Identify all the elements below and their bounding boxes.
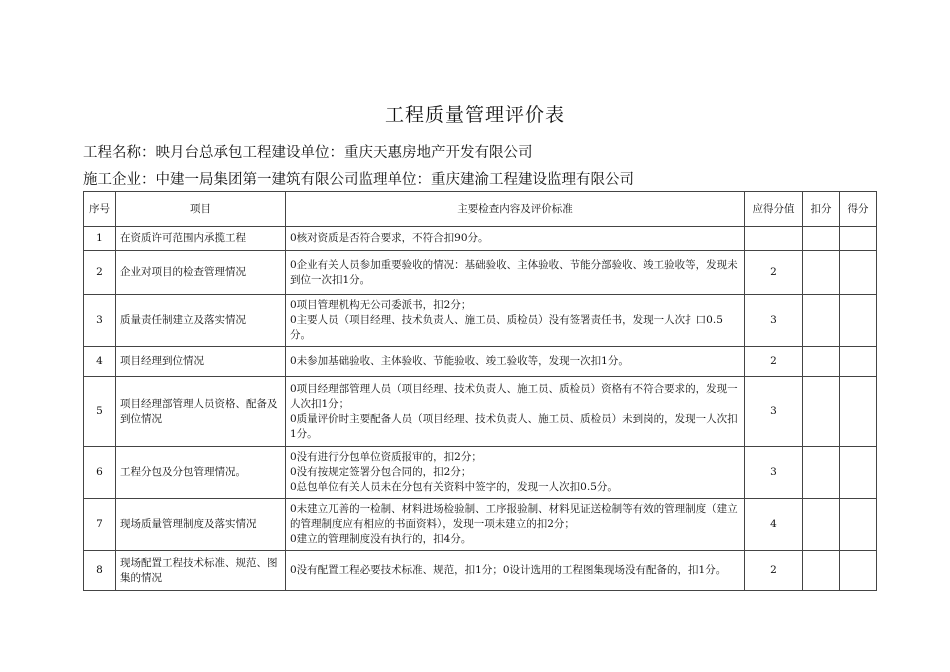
row-criteria <box>286 251 745 295</box>
header-got: 得分 <box>840 192 877 227</box>
row-got <box>840 295 877 347</box>
row-item: 在资质许可范围内承揽工程 <box>116 227 286 251</box>
criteria-line: 0建立的管理制度没有执行的，扣4分。 <box>290 533 472 545</box>
row-deduct <box>803 251 840 295</box>
criteria-line: 0没有配置工程必要技术标准、规范，扣1分；0设计选用的工程图集现场没有配备的，扣1分。 <box>290 564 727 576</box>
criteria-line: 0企业有关人员参加重要验收的情况：基础验收、主体验收、节能分部验收、竣工验收等，发现未到位一次扣1分。 <box>290 258 738 286</box>
row-no: 2 <box>84 251 116 295</box>
row-criteria <box>286 551 745 591</box>
criteria-line: 0项目管理机构无公司委派书，扣2分； <box>290 299 472 311</box>
row-deduct <box>803 295 840 347</box>
row-deduct <box>803 227 840 251</box>
row-got <box>840 551 877 591</box>
row-no: 5 <box>84 377 116 447</box>
row-got <box>840 377 877 447</box>
criteria-line: 0没有进行分包单位资质报审的，扣2分； <box>290 451 482 463</box>
evaluation-table <box>83 191 877 591</box>
row-score: 2 <box>745 347 803 377</box>
table-row <box>84 499 877 551</box>
table-row <box>84 295 877 347</box>
criteria-line: 0核对资质是否符合要求，不符合扣90分。 <box>290 232 489 244</box>
row-criteria <box>286 377 745 447</box>
row-item: 项目经理部管理人员资格、配备及到位情况 <box>116 377 286 447</box>
row-no: 3 <box>84 295 116 347</box>
table-row <box>84 551 877 591</box>
row-criteria <box>286 295 745 347</box>
header-item: 项目 <box>116 192 286 227</box>
row-got <box>840 251 877 295</box>
row-no: 6 <box>84 447 116 499</box>
row-deduct <box>803 551 840 591</box>
row-criteria <box>286 447 745 499</box>
criteria-line: 0没有按规定签署分包合同的，扣2分； <box>290 466 472 478</box>
row-score: 3 <box>745 295 803 347</box>
row-criteria <box>286 499 745 551</box>
page-title: 工程质量管理评价表 <box>384 104 565 126</box>
row-no: 8 <box>84 551 116 591</box>
row-item: 现场质量管理制度及落实情况 <box>116 499 286 551</box>
row-score <box>745 227 803 251</box>
row-score: 3 <box>745 377 803 447</box>
table-row <box>84 251 877 295</box>
row-score: 4 <box>745 499 803 551</box>
row-item: 企业对项目的检查管理情况 <box>116 251 286 295</box>
header-criteria: 主要检查内容及评价标准 <box>286 192 745 227</box>
criteria-line: 0总包单位有关人员未在分包有关资料中签字的，发现一人次扣0.5分。 <box>290 481 618 493</box>
header-no: 序号 <box>84 192 116 227</box>
criteria-line: 0质量评价时主要配备人员（项目经理、技术负责人、施工员、质检员）未到岗的，发现一人次扣1分。 <box>290 412 738 440</box>
row-no: 4 <box>84 347 116 377</box>
row-item: 现场配置工程技术标准、规范、图集的情况 <box>116 551 286 591</box>
criteria-line: 0未建立兀善的一检制、材料进场检验制、工序报验制、材料见证送检制等有效的管理制度（建立的管理制度应有相应的书面资料），发现一项未建立的扣2分； <box>290 503 738 530</box>
row-deduct <box>803 447 840 499</box>
row-criteria <box>286 347 745 377</box>
table-row <box>84 447 877 499</box>
row-got <box>840 347 877 377</box>
table-row <box>84 347 877 377</box>
row-no: 7 <box>84 499 116 551</box>
table-row <box>84 227 877 251</box>
project-info-line: 工程名称：映月台总承包工程建设单位：重庆天惠房地产开发有限公司 <box>83 145 533 161</box>
contractor-info-line: 施工企业：中建一局集团第一建筑有限公司监理单位：重庆建渝工程建设监理有限公司 <box>83 172 634 188</box>
row-got <box>840 227 877 251</box>
criteria-line: 0主要人员（项目经理、技术负责人、施工员、质检员）没有签署责任书，发现一人次扌口0.5分。 <box>290 314 723 341</box>
table-header-row <box>84 192 877 227</box>
row-score: 3 <box>745 447 803 499</box>
header-score: 应得分值 <box>745 192 803 227</box>
criteria-line: 0项目经理部管理人员（项目经理、技术负责人、施工员、质检员）资格有不符合要求的，发现一人次扣1分； <box>290 382 738 410</box>
row-item: 质量责任制建立及落实情况 <box>116 295 286 347</box>
header-deduct: 扣分 <box>803 192 840 227</box>
row-item: 项目经理到位情况 <box>116 347 286 377</box>
row-score: 2 <box>745 251 803 295</box>
criteria-line: 0未参加基础验收、主体验收、节能验收、竣工验收等，发现一次扣1分。 <box>290 355 629 367</box>
row-deduct <box>803 347 840 377</box>
row-deduct <box>803 377 840 447</box>
row-criteria <box>286 227 745 251</box>
row-score: 2 <box>745 551 803 591</box>
row-got <box>840 447 877 499</box>
row-deduct <box>803 499 840 551</box>
row-no: 1 <box>84 227 116 251</box>
row-item: 工程分包及分包管理情况。 <box>116 447 286 499</box>
table-row <box>84 377 877 447</box>
row-got <box>840 499 877 551</box>
